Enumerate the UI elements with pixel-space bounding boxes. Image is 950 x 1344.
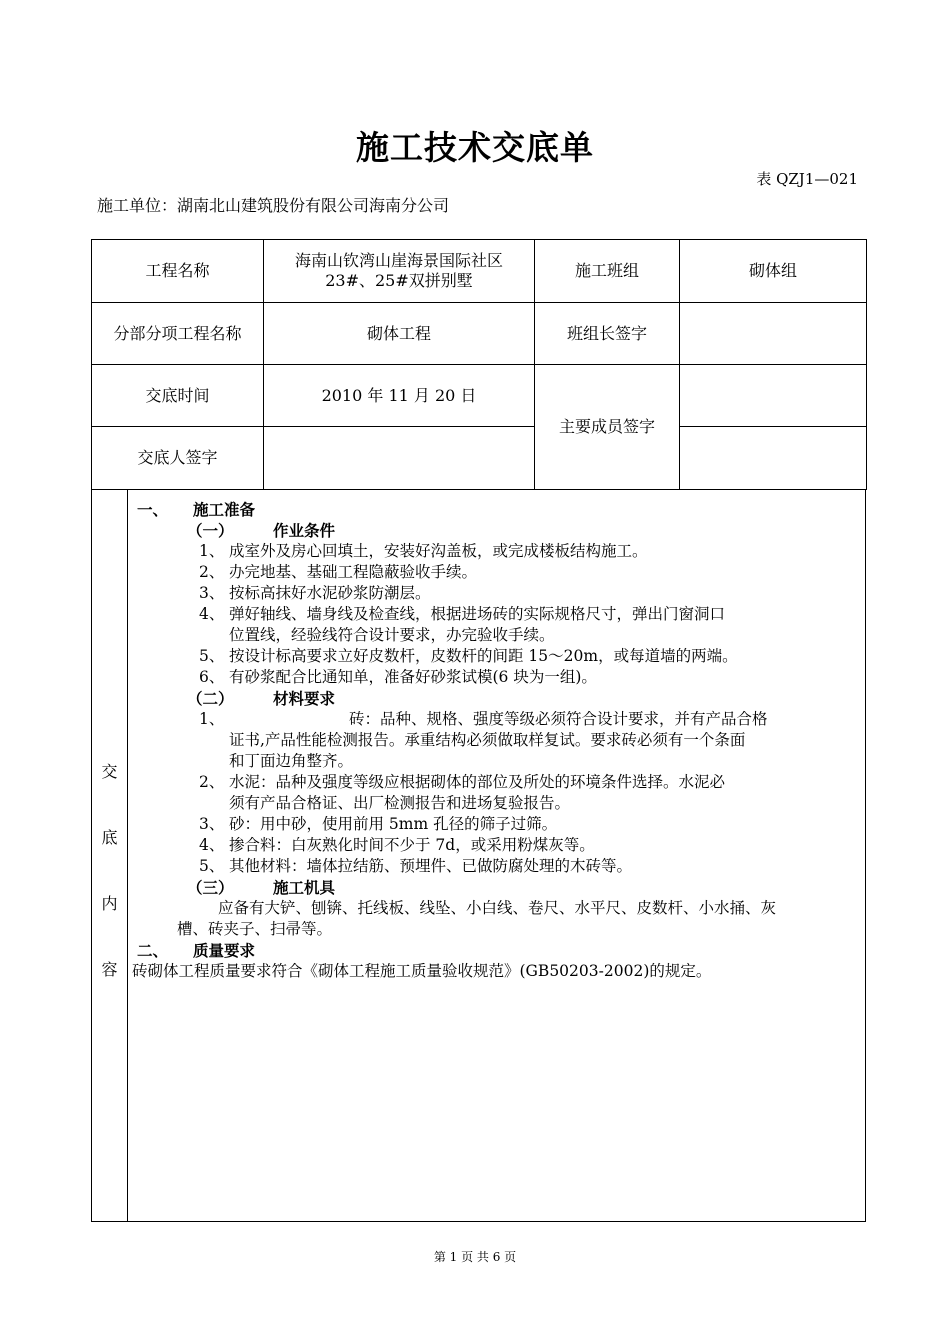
- subproject-label: 分部分项工程名称: [92, 303, 264, 365]
- side-char: 内: [101, 894, 118, 913]
- list-item: 5、 按设计标高要求立好皮数杆，皮数杆的间距 15～20m，或每道墙的两端。: [199, 647, 738, 665]
- team-label: 施工班组: [535, 240, 680, 303]
- quality-paragraph: 砖砌体工程质量要求符合《砌体工程施工质量验收规范》(GB50203-2002)的规定。: [132, 962, 712, 980]
- list-item-continuation: 须有产品合格证、出厂检测报告和进场复验报告。: [229, 794, 571, 812]
- section-heading: 二、 质量要求: [137, 941, 256, 960]
- side-char: 交: [101, 762, 118, 781]
- subsection-heading: （一） 作业条件: [187, 521, 336, 540]
- form-code: 表 QZJ1—021: [756, 170, 858, 188]
- leader-sign-field[interactable]: [680, 303, 867, 365]
- leader-sign-label: 班组长签字: [535, 303, 680, 365]
- info-table: [91, 239, 867, 490]
- construction-unit: 施工单位：湖南北山建筑股份有限公司海南分公司: [97, 196, 450, 215]
- list-item-continuation: 位置线，经验线符合设计要求，办完验收手续。: [229, 626, 555, 644]
- list-item: 4、 掺合料：白灰熟化时间不少于 7d，或采用粉煤灰等。: [199, 836, 595, 854]
- tools-paragraph-continuation: 槽、砖夹子、扫帚等。: [177, 920, 333, 938]
- team-value: 砌体组: [680, 240, 867, 303]
- members-sign-label: 主要成员签字: [535, 365, 680, 490]
- tools-paragraph: 应备有大铲、刨锛、托线板、线坠、小白线、卷尺、水平尺、皮数杆、小水捅、灰: [218, 899, 777, 917]
- presenter-sign-label: 交底人签字: [92, 427, 264, 490]
- list-item: 1、 砖：品种、规格、强度等级必须符合设计要求，并有产品合格: [199, 710, 768, 728]
- page-title: 施工技术交底单: [356, 128, 594, 167]
- members-sign-field-2[interactable]: [680, 427, 867, 490]
- presenter-sign-field[interactable]: [264, 427, 535, 490]
- date-label: 交底时间: [92, 365, 264, 427]
- members-sign-field-1[interactable]: [680, 365, 867, 427]
- list-item: 3、 砂：用中砂，使用前用 5mm 孔径的筛子过筛。: [199, 815, 558, 833]
- list-item-continuation: 证书,产品性能检测报告。承重结构必须做取样复试。要求砖必须有一个条面: [229, 731, 746, 749]
- content-body: [132, 499, 857, 982]
- section-heading: 一、 施工准备: [137, 500, 256, 519]
- side-char: 底: [101, 828, 118, 847]
- project-name-label: 工程名称: [92, 240, 264, 303]
- list-item: 6、 有砂浆配合比通知单，准备好砂浆试模(6 块为一组)。: [199, 668, 597, 686]
- project-name-line1: 海南山钦湾山崖海景国际社区: [294, 251, 503, 270]
- page-footer: 第 1 页 共 6 页: [433, 1250, 517, 1264]
- list-item-continuation: 和丁面边角整齐。: [229, 752, 354, 770]
- list-item: 1、 成室外及房心回填土，安装好沟盖板，或完成楼板结构施工。: [199, 542, 648, 560]
- subsection-heading: （二） 材料要求: [187, 689, 336, 708]
- project-name-value: [264, 240, 535, 303]
- date-value: 2010 年 11 月 20 日: [264, 365, 535, 427]
- list-item: 3、 按标高抹好水泥砂浆防潮层。: [199, 584, 431, 602]
- side-label-column: [92, 489, 128, 1221]
- subproject-value: 砌体工程: [264, 303, 535, 365]
- list-item: 2、 水泥：品种及强度等级应根据砌体的部位及所处的环境条件选择。水泥必: [199, 773, 726, 791]
- side-char: 容: [101, 960, 118, 979]
- list-item: 5、 其他材料：墙体拉结筋、预埋件、已做防腐处理的木砖等。: [199, 857, 633, 875]
- list-item: 4、 弹好轴线、墙身线及检查线，根据进场砖的实际规格尺寸，弹出门窗洞口: [199, 605, 726, 623]
- subsection-heading: （三） 施工机具: [187, 878, 336, 897]
- list-item: 2、 办完地基、基础工程隐蔽验收手续。: [199, 563, 478, 581]
- content-section: [91, 489, 866, 1222]
- side-label: [92, 739, 127, 1003]
- project-name-line2: 23#、25#双拼别墅: [325, 271, 473, 290]
